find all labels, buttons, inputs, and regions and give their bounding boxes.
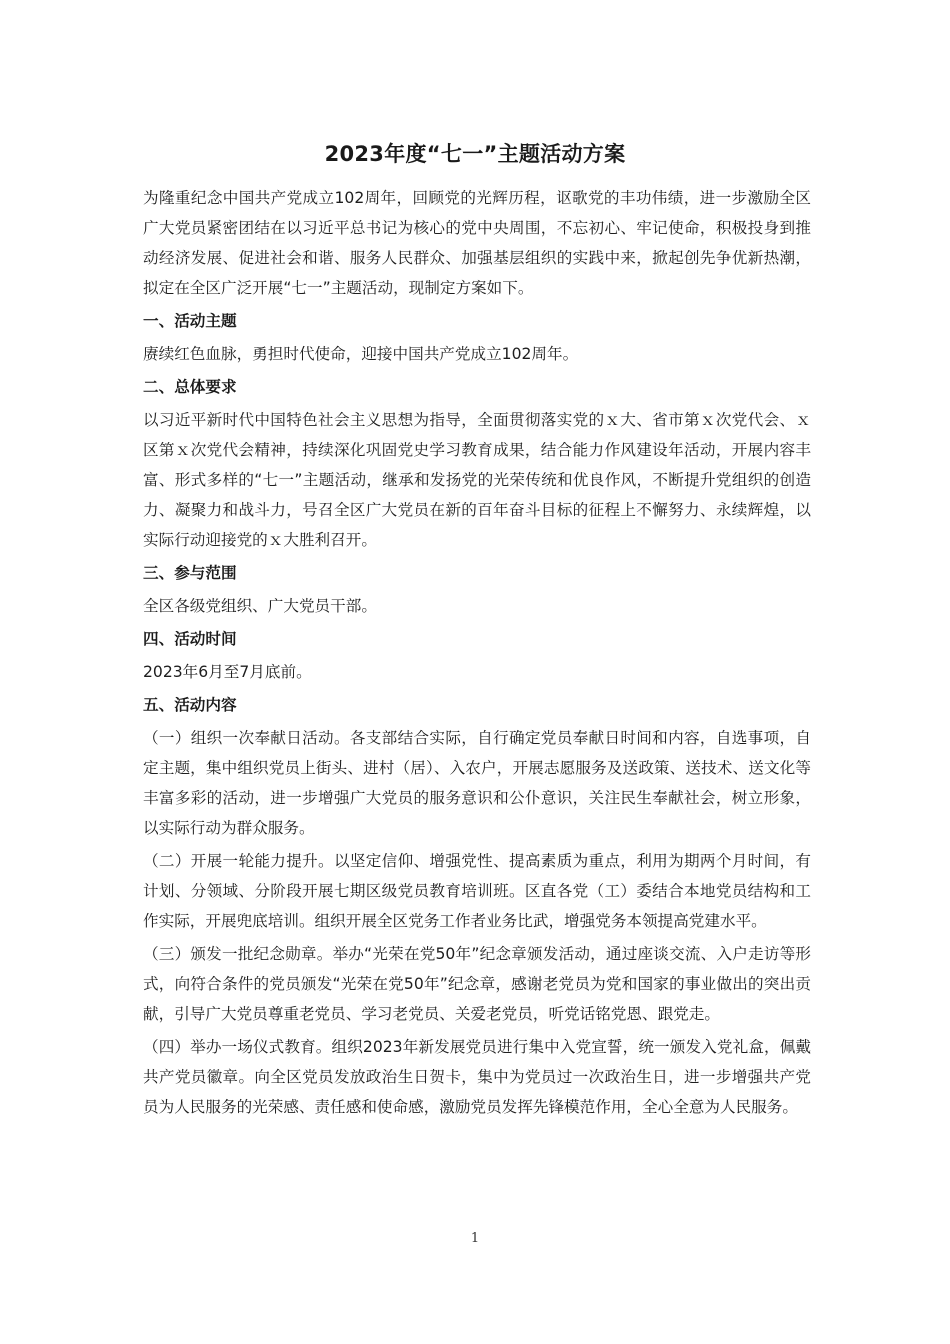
document-title: 2023年度“七一”主题活动方案	[324, 142, 626, 166]
document-body	[143, 183, 811, 1125]
section-body-scope: 全区各级党组织、广大党员干部。	[143, 597, 377, 615]
section-body-theme: 赓续红色血脉，勇担时代使命，迎接中国共产党成立102周年。	[143, 345, 579, 363]
section-body-requirements: 以习近平新时代中国特色社会主义思想为指导，全面贯彻落实党的ｘ大、省市第ｘ次党代会、ｘ区第ｘ次党代会精神，持续深化巩固党史学习教育成果，结合能力作风建设年活动，开展内容丰富、形式多样的“七一”主题活动，继承和发扬党的光荣传统和优良作风，不断提升党组织的创造力、凝聚力和战斗力，号召全区广大党员在新的百年奋斗目标的征程上不懈努力、永续辉煌，以实际行动迎接党的ｘ大胜利召开。	[143, 411, 811, 549]
content-item-2: （二）开展一轮能力提升。以坚定信仰、增强党性、提高素质为重点，利用为期两个月时间，有计划、分领域、分阶段开展七期区级党员教育培训班。区直各党（工）委结合本地党员结构和工作实际，开展兜底培训。组织开展全区党务工作者业务比武，增强党务本领提高党建水平。	[143, 852, 811, 930]
section-heading-theme: 一、活动主题	[143, 312, 237, 330]
section-body-time: 2023年6月至7月底前。	[143, 663, 312, 681]
section-heading-content: 五、活动内容	[143, 696, 237, 714]
content-item-3: （三）颁发一批纪念勋章。举办“光荣在党50年”纪念章颁发活动，通过座谈交流、入户走访等形式，向符合条件的党员颁发“光荣在党50年”纪念章，感谢老党员为党和国家的事业做出的突出贡献，引导广大党员尊重老党员、学习老党员、关爱老党员，听党话铭党恩、跟党走。	[143, 945, 811, 1023]
content-item-4: （四）举办一场仪式教育。组织2023年新发展党员进行集中入党宣誓，统一颁发入党礼盒，佩戴共产党员徽章。向全区党员发放政治生日贺卡，集中为党员过一次政治生日，进一步增强共产党员为人民服务的光荣感、责任感和使命感，激励党员发挥先锋模范作用，全心全意为人民服务。	[143, 1038, 811, 1116]
intro-paragraph: 为隆重纪念中国共产党成立102周年，回顾党的光辉历程，讴歌党的丰功伟绩，进一步激励全区广大党员紧密团结在以习近平总书记为核心的党中央周围，不忘初心、牢记使命，积极投身到推动经济发展、促进社会和谐、服务人民群众、加强基层组织的实践中来，掀起创先争优新热潮，拟定在全区广泛开展“七一”主题活动，现制定方案如下。	[143, 189, 811, 297]
section-heading-time: 四、活动时间	[143, 630, 237, 648]
page-number: 1	[470, 1231, 480, 1246]
section-heading-scope: 三、参与范围	[143, 564, 237, 582]
section-heading-requirements: 二、总体要求	[143, 378, 237, 396]
content-item-1: （一）组织一次奉献日活动。各支部结合实际，自行确定党员奉献日时间和内容，自选事项，自定主题，集中组织党员上街头、进村（居）、入农户，开展志愿服务及送政策、送技术、送文化等丰富多彩的活动，进一步增强广大党员的服务意识和公仆意识，关注民生奉献社会，树立形象，以实际行动为群众服务。	[143, 729, 811, 837]
